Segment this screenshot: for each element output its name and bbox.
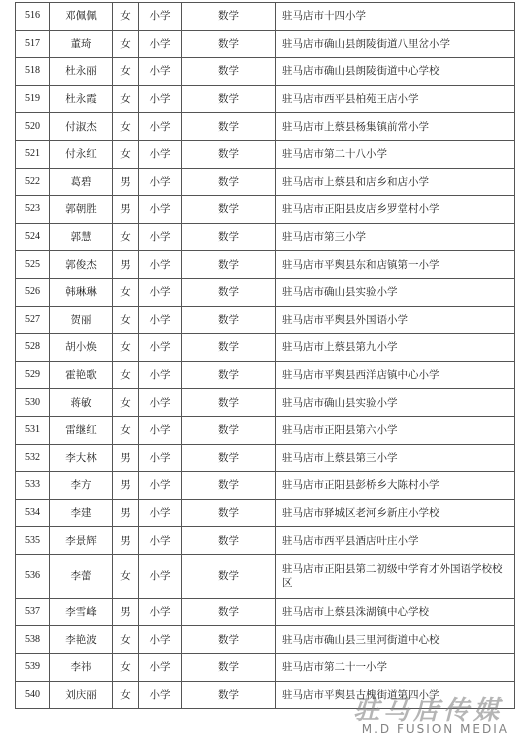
gender-cell: 男: [113, 527, 139, 555]
row-number-cell: 527: [16, 306, 50, 334]
subject-cell: 数学: [182, 499, 276, 527]
teacher-name-cell: 杜永霞: [50, 85, 113, 113]
gender-cell: 男: [113, 598, 139, 626]
teacher-name-cell: 董琦: [50, 30, 113, 58]
row-number-cell: 532: [16, 444, 50, 472]
row-number-cell: 517: [16, 30, 50, 58]
row-number-cell: 535: [16, 527, 50, 555]
row-number-cell: 531: [16, 416, 50, 444]
teacher-name-cell: 霍艳歌: [50, 361, 113, 389]
teacher-name-cell: 葛碧: [50, 168, 113, 196]
gender-cell: 女: [113, 334, 139, 362]
school-stage-cell: 小学: [139, 113, 182, 141]
roster-table-body: [16, 3, 515, 709]
school-stage-cell: 小学: [139, 444, 182, 472]
watermark-logo-text: 驻马店传媒: [352, 696, 503, 726]
table-row: [16, 416, 515, 444]
school-stage-cell: 小学: [139, 85, 182, 113]
gender-cell: 男: [113, 499, 139, 527]
subject-cell: 数学: [182, 168, 276, 196]
table-row: [16, 278, 515, 306]
subject-cell: 数学: [182, 554, 276, 598]
row-number-cell: 523: [16, 196, 50, 224]
gender-cell: 女: [113, 626, 139, 654]
school-name-cell: 驻马店市驿城区老河乡新庄小学校: [276, 499, 515, 527]
school-stage-cell: 小学: [139, 554, 182, 598]
teacher-name-cell: 胡小焕: [50, 334, 113, 362]
gender-cell: 女: [113, 140, 139, 168]
school-stage-cell: 小学: [139, 334, 182, 362]
school-stage-cell: 小学: [139, 278, 182, 306]
subject-cell: 数学: [182, 3, 276, 31]
table-row: [16, 654, 515, 682]
table-row: [16, 626, 515, 654]
teacher-name-cell: 郭慧: [50, 223, 113, 251]
teacher-name-cell: 郭俊杰: [50, 251, 113, 279]
school-name-cell: 驻马店市西平县酒店叶庄小学: [276, 527, 515, 555]
row-number-cell: 536: [16, 554, 50, 598]
gender-cell: 女: [113, 416, 139, 444]
school-name-cell: 驻马店市确山县实验小学: [276, 278, 515, 306]
row-number-cell: 519: [16, 85, 50, 113]
row-number-cell: 516: [16, 3, 50, 31]
school-stage-cell: 小学: [139, 472, 182, 500]
subject-cell: 数学: [182, 223, 276, 251]
subject-cell: 数学: [182, 306, 276, 334]
school-name-cell: 驻马店市正阳县彭桥乡大陈村小学: [276, 472, 515, 500]
subject-cell: 数学: [182, 361, 276, 389]
gender-cell: 女: [113, 278, 139, 306]
teacher-name-cell: 韩琳琳: [50, 278, 113, 306]
row-number-cell: 537: [16, 598, 50, 626]
row-number-cell: 524: [16, 223, 50, 251]
row-number-cell: 540: [16, 681, 50, 709]
school-name-cell: 驻马店市上蔡县第九小学: [276, 334, 515, 362]
teacher-name-cell: 刘庆丽: [50, 681, 113, 709]
school-name-cell: 驻马店市平舆县古槐街道第四小学: [276, 681, 515, 709]
teacher-name-cell: 邓佩佩: [50, 3, 113, 31]
school-name-cell: 驻马店市上蔡县洙湖镇中心学校: [276, 598, 515, 626]
gender-cell: 女: [113, 654, 139, 682]
subject-cell: 数学: [182, 113, 276, 141]
row-number-cell: 521: [16, 140, 50, 168]
school-name-cell: 驻马店市第二十八小学: [276, 140, 515, 168]
subject-cell: 数学: [182, 626, 276, 654]
school-stage-cell: 小学: [139, 140, 182, 168]
table-row: [16, 113, 515, 141]
teacher-name-cell: 李景辉: [50, 527, 113, 555]
subject-cell: 数学: [182, 58, 276, 86]
gender-cell: 女: [113, 306, 139, 334]
subject-cell: 数学: [182, 416, 276, 444]
roster-table: [15, 2, 515, 709]
row-number-cell: 525: [16, 251, 50, 279]
table-row: [16, 306, 515, 334]
school-stage-cell: 小学: [139, 626, 182, 654]
school-name-cell: 驻马店市第三小学: [276, 223, 515, 251]
gender-cell: 女: [113, 113, 139, 141]
gender-cell: 男: [113, 168, 139, 196]
subject-cell: 数学: [182, 30, 276, 58]
teacher-name-cell: 蒋敏: [50, 389, 113, 417]
teacher-name-cell: 付淑杰: [50, 113, 113, 141]
table-row: [16, 527, 515, 555]
subject-cell: 数学: [182, 598, 276, 626]
row-number-cell: 538: [16, 626, 50, 654]
teacher-name-cell: 贺丽: [50, 306, 113, 334]
school-stage-cell: 小学: [139, 499, 182, 527]
watermark-subtitle: M.D FUSION MEDIA: [361, 722, 509, 736]
school-stage-cell: 小学: [139, 361, 182, 389]
subject-cell: 数学: [182, 681, 276, 709]
teacher-name-cell: 李祎: [50, 654, 113, 682]
teacher-name-cell: 李方: [50, 472, 113, 500]
school-name-cell: 驻马店市正阳县第六小学: [276, 416, 515, 444]
row-number-cell: 539: [16, 654, 50, 682]
gender-cell: 男: [113, 251, 139, 279]
subject-cell: 数学: [182, 278, 276, 306]
table-row: [16, 499, 515, 527]
gender-cell: 女: [113, 58, 139, 86]
teacher-name-cell: 李建: [50, 499, 113, 527]
teacher-name-cell: 郭朝胜: [50, 196, 113, 224]
school-stage-cell: 小学: [139, 3, 182, 31]
teacher-name-cell: 雷继红: [50, 416, 113, 444]
teacher-name-cell: 付永红: [50, 140, 113, 168]
subject-cell: 数学: [182, 85, 276, 113]
table-row: [16, 598, 515, 626]
gender-cell: 男: [113, 196, 139, 224]
table-row: [16, 472, 515, 500]
school-name-cell: 驻马店市平舆县东和店镇第一小学: [276, 251, 515, 279]
row-number-cell: 534: [16, 499, 50, 527]
school-stage-cell: 小学: [139, 168, 182, 196]
gender-cell: 女: [113, 3, 139, 31]
subject-cell: 数学: [182, 444, 276, 472]
row-number-cell: 520: [16, 113, 50, 141]
school-stage-cell: 小学: [139, 527, 182, 555]
gender-cell: 女: [113, 681, 139, 709]
table-row: [16, 251, 515, 279]
gender-cell: 女: [113, 223, 139, 251]
table-row: [16, 444, 515, 472]
table-row: [16, 361, 515, 389]
table-row: [16, 58, 515, 86]
row-number-cell: 526: [16, 278, 50, 306]
school-name-cell: 驻马店市上蔡县杨集镇前常小学: [276, 113, 515, 141]
teacher-name-cell: 杜永丽: [50, 58, 113, 86]
subject-cell: 数学: [182, 251, 276, 279]
teacher-name-cell: 李艳波: [50, 626, 113, 654]
school-stage-cell: 小学: [139, 681, 182, 709]
gender-cell: 女: [113, 361, 139, 389]
school-name-cell: 驻马店市西平县柏苑王店小学: [276, 85, 515, 113]
table-row: [16, 196, 515, 224]
row-number-cell: 528: [16, 334, 50, 362]
school-name-cell: 驻马店市确山县实验小学: [276, 389, 515, 417]
school-stage-cell: 小学: [139, 306, 182, 334]
table-row: [16, 85, 515, 113]
school-name-cell: 驻马店市上蔡县和店乡和店小学: [276, 168, 515, 196]
school-stage-cell: 小学: [139, 654, 182, 682]
subject-cell: 数学: [182, 334, 276, 362]
gender-cell: 女: [113, 389, 139, 417]
table-row: [16, 3, 515, 31]
subject-cell: 数学: [182, 196, 276, 224]
school-name-cell: 驻马店市第二十一小学: [276, 654, 515, 682]
teacher-name-cell: 李蕾: [50, 554, 113, 598]
media-watermark: [339, 690, 509, 736]
subject-cell: 数学: [182, 389, 276, 417]
school-name-cell: 驻马店市正阳县皮店乡罗堂村小学: [276, 196, 515, 224]
school-name-cell: 驻马店市平舆县西洋店镇中心小学: [276, 361, 515, 389]
teacher-name-cell: 李雪峰: [50, 598, 113, 626]
school-name-cell: 驻马店市确山县三里河街道中心校: [276, 626, 515, 654]
school-stage-cell: 小学: [139, 223, 182, 251]
gender-cell: 男: [113, 472, 139, 500]
school-name-cell: 驻马店市确山县朗陵街道八里岔小学: [276, 30, 515, 58]
gender-cell: 男: [113, 444, 139, 472]
subject-cell: 数学: [182, 527, 276, 555]
row-number-cell: 533: [16, 472, 50, 500]
table-row: [16, 223, 515, 251]
school-name-cell: 驻马店市平舆县外国语小学: [276, 306, 515, 334]
gender-cell: 女: [113, 554, 139, 598]
school-name-cell: 驻马店市正阳县第二初级中学育才外国语学校校区: [276, 554, 515, 598]
row-number-cell: 530: [16, 389, 50, 417]
subject-cell: 数学: [182, 654, 276, 682]
school-stage-cell: 小学: [139, 251, 182, 279]
gender-cell: 女: [113, 30, 139, 58]
table-row: [16, 30, 515, 58]
row-number-cell: 518: [16, 58, 50, 86]
subject-cell: 数学: [182, 140, 276, 168]
table-row: [16, 389, 515, 417]
gender-cell: 女: [113, 85, 139, 113]
table-row: [16, 554, 515, 598]
school-stage-cell: 小学: [139, 598, 182, 626]
subject-cell: 数学: [182, 472, 276, 500]
teacher-name-cell: 李大林: [50, 444, 113, 472]
school-name-cell: 驻马店市十四小学: [276, 3, 515, 31]
school-stage-cell: 小学: [139, 196, 182, 224]
school-stage-cell: 小学: [139, 58, 182, 86]
school-stage-cell: 小学: [139, 30, 182, 58]
school-stage-cell: 小学: [139, 389, 182, 417]
row-number-cell: 522: [16, 168, 50, 196]
table-row: [16, 140, 515, 168]
table-row: [16, 334, 515, 362]
school-stage-cell: 小学: [139, 416, 182, 444]
row-number-cell: 529: [16, 361, 50, 389]
school-name-cell: 驻马店市上蔡县第三小学: [276, 444, 515, 472]
school-name-cell: 驻马店市确山县朗陵街道中心学校: [276, 58, 515, 86]
table-row: [16, 168, 515, 196]
